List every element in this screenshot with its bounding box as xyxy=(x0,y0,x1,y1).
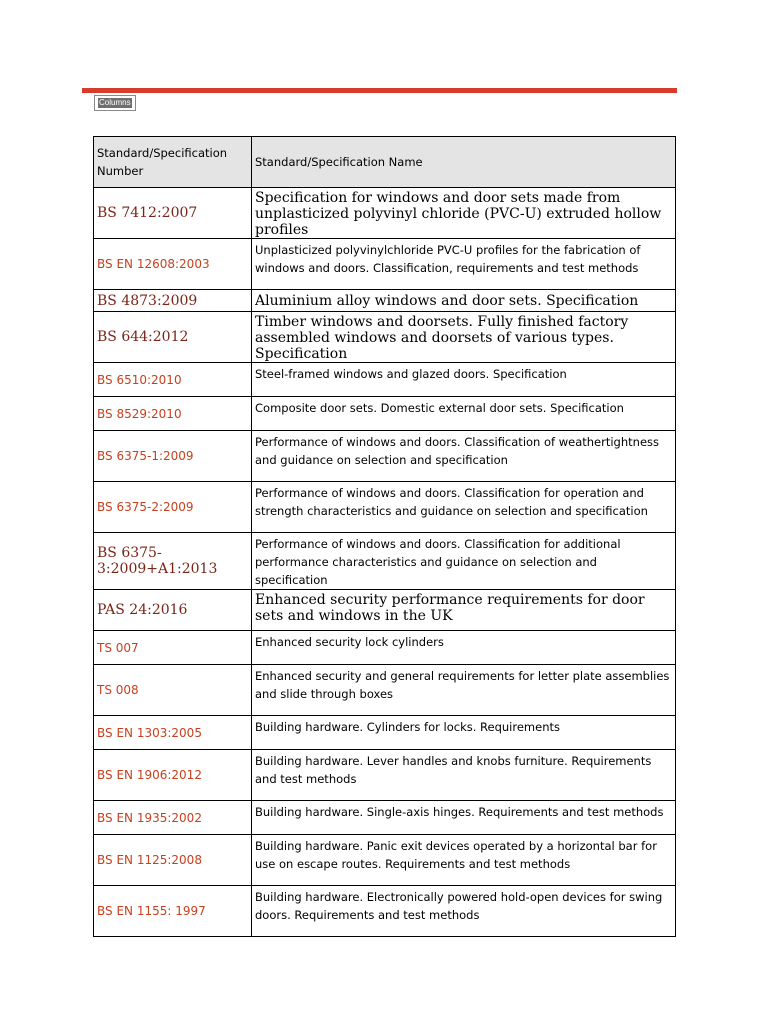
standard-name: Building hardware. Panic exit devices operated by a horizontal bar for use on escape routes. Requirements and test methods xyxy=(252,835,676,886)
table-row xyxy=(94,482,676,533)
standard-number: BS 8529:2010 xyxy=(94,397,252,431)
table-row xyxy=(94,533,676,590)
table-row xyxy=(94,312,676,363)
table-row xyxy=(94,363,676,397)
table-row xyxy=(94,886,676,937)
standard-number: BS EN 1155: 1997 xyxy=(94,886,252,937)
standard-number: BS EN 1906:2012 xyxy=(94,750,252,801)
table-row xyxy=(94,590,676,631)
standard-number: BS 644:2012 xyxy=(94,312,252,363)
standard-name: Performance of windows and doors. Classification of weathertightness and guidance on selection and specification xyxy=(252,431,676,482)
standards-table xyxy=(93,136,676,937)
standard-name: Enhanced security and general requirements for letter plate assemblies and slide through boxes xyxy=(252,665,676,716)
standard-number: BS EN 1303:2005 xyxy=(94,716,252,750)
standard-number: BS 6375-2:2009 xyxy=(94,482,252,533)
standard-name: Specification for windows and door sets made from unplasticized polyvinyl chloride (PVC-U) extruded hollow profiles xyxy=(252,188,676,239)
standard-name: Enhanced security lock cylinders xyxy=(252,631,676,665)
table-row xyxy=(94,801,676,835)
standard-name: Aluminium alloy windows and door sets. Specification xyxy=(252,290,676,312)
table-row xyxy=(94,750,676,801)
table-row xyxy=(94,290,676,312)
standard-number: TS 007 xyxy=(94,631,252,665)
table-row xyxy=(94,631,676,665)
standard-number: TS 008 xyxy=(94,665,252,716)
standard-number: BS 6510:2010 xyxy=(94,363,252,397)
standard-name: Performance of windows and doors. Classification for operation and strength characteristics and guidance on selection and specification xyxy=(252,482,676,533)
standard-name: Building hardware. Single-axis hinges. Requirements and test methods xyxy=(252,801,676,835)
standard-number: BS 6375-1:2009 xyxy=(94,431,252,482)
standard-name: Building hardware. Electronically powered hold-open devices for swing doors. Requirements and test methods xyxy=(252,886,676,937)
standard-name: Building hardware. Lever handles and knobs furniture. Requirements and test methods xyxy=(252,750,676,801)
table-row xyxy=(94,397,676,431)
table-row xyxy=(94,188,676,239)
standard-name: Building hardware. Cylinders for locks. Requirements xyxy=(252,716,676,750)
standard-name: Composite door sets. Domestic external door sets. Specification xyxy=(252,397,676,431)
standard-number: BS EN 1125:2008 xyxy=(94,835,252,886)
table-row xyxy=(94,716,676,750)
header-name: Standard/Specification Name xyxy=(252,137,676,188)
table-row xyxy=(94,431,676,482)
standard-name: Unplasticized polyvinylchloride PVC-U profiles for the fabrication of windows and doors. Classification, requirements and test methods xyxy=(252,239,676,290)
table-row xyxy=(94,239,676,290)
standard-name: Enhanced security performance requirements for door sets and windows in the UK xyxy=(252,590,676,631)
standard-number: BS 7412:2007 xyxy=(94,188,252,239)
table-row xyxy=(94,665,676,716)
table-row xyxy=(94,835,676,886)
columns-tag-label: Columns xyxy=(99,98,131,107)
standard-number: BS 4873:2009 xyxy=(94,290,252,312)
header-number: Standard/Specification Number xyxy=(94,137,252,188)
standard-number: BS EN 12608:2003 xyxy=(94,239,252,290)
standard-number: PAS 24:2016 xyxy=(94,590,252,631)
table-header-row xyxy=(94,137,676,188)
standard-number: BS 6375-3:2009+A1:2013 xyxy=(94,533,252,590)
columns-tag[interactable] xyxy=(94,95,136,111)
header-rule xyxy=(82,88,677,93)
standard-number: BS EN 1935:2002 xyxy=(94,801,252,835)
standard-name: Timber windows and doorsets. Fully finished factory assembled windows and doorsets of various types. Specification xyxy=(252,312,676,363)
standard-name: Performance of windows and doors. Classification for additional performance characteristics and guidance on selection and specification xyxy=(252,533,676,590)
standard-name: Steel-framed windows and glazed doors. Specification xyxy=(252,363,676,397)
